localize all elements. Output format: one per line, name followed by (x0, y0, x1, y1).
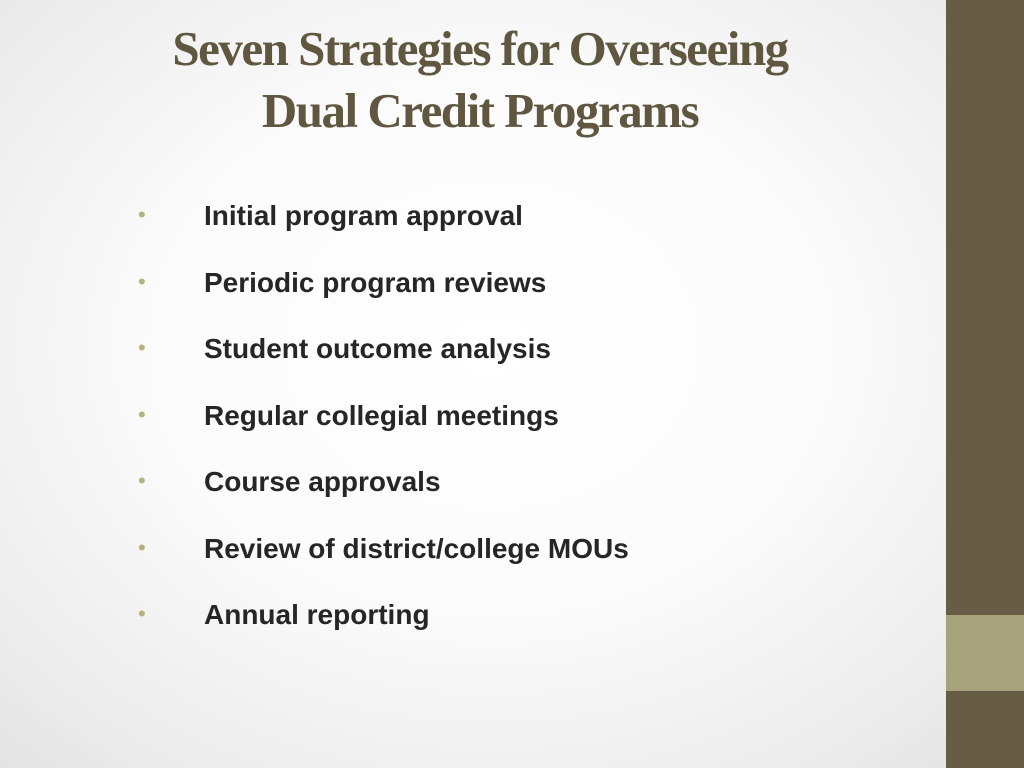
bullet-icon: • (138, 468, 146, 493)
bullet-text: Student outcome analysis (204, 333, 551, 364)
side-bar-accent (946, 615, 1024, 691)
bullet-text: Initial program approval (204, 200, 523, 231)
bullet-icon: • (138, 601, 146, 626)
bullet-text: Regular collegial meetings (204, 399, 559, 431)
bullet-icon: • (138, 534, 146, 560)
bullet-icon: • (138, 335, 146, 360)
slide-title (100, 18, 860, 142)
slide-title-line-2: Dual Credit Programs (261, 83, 699, 138)
bullet-text: Periodic program reviews (204, 266, 547, 298)
bullet-item (130, 456, 629, 523)
bullet-text: Course approvals (204, 466, 441, 497)
bullet-item (130, 323, 629, 390)
bullet-item (130, 390, 629, 457)
bullet-text: Annual reporting (204, 599, 430, 630)
slide-title-line-1: Seven Strategies for Overseeing (172, 21, 788, 76)
bullet-item (130, 523, 629, 590)
bullet-item (130, 257, 629, 324)
bullet-list (130, 190, 629, 656)
bullet-icon: • (138, 202, 146, 227)
bullet-item (130, 190, 629, 257)
bullet-icon: • (138, 268, 146, 294)
bullet-item (130, 589, 629, 656)
bullet-icon: • (138, 401, 146, 427)
bullet-text: Review of district/college MOUs (204, 532, 629, 564)
